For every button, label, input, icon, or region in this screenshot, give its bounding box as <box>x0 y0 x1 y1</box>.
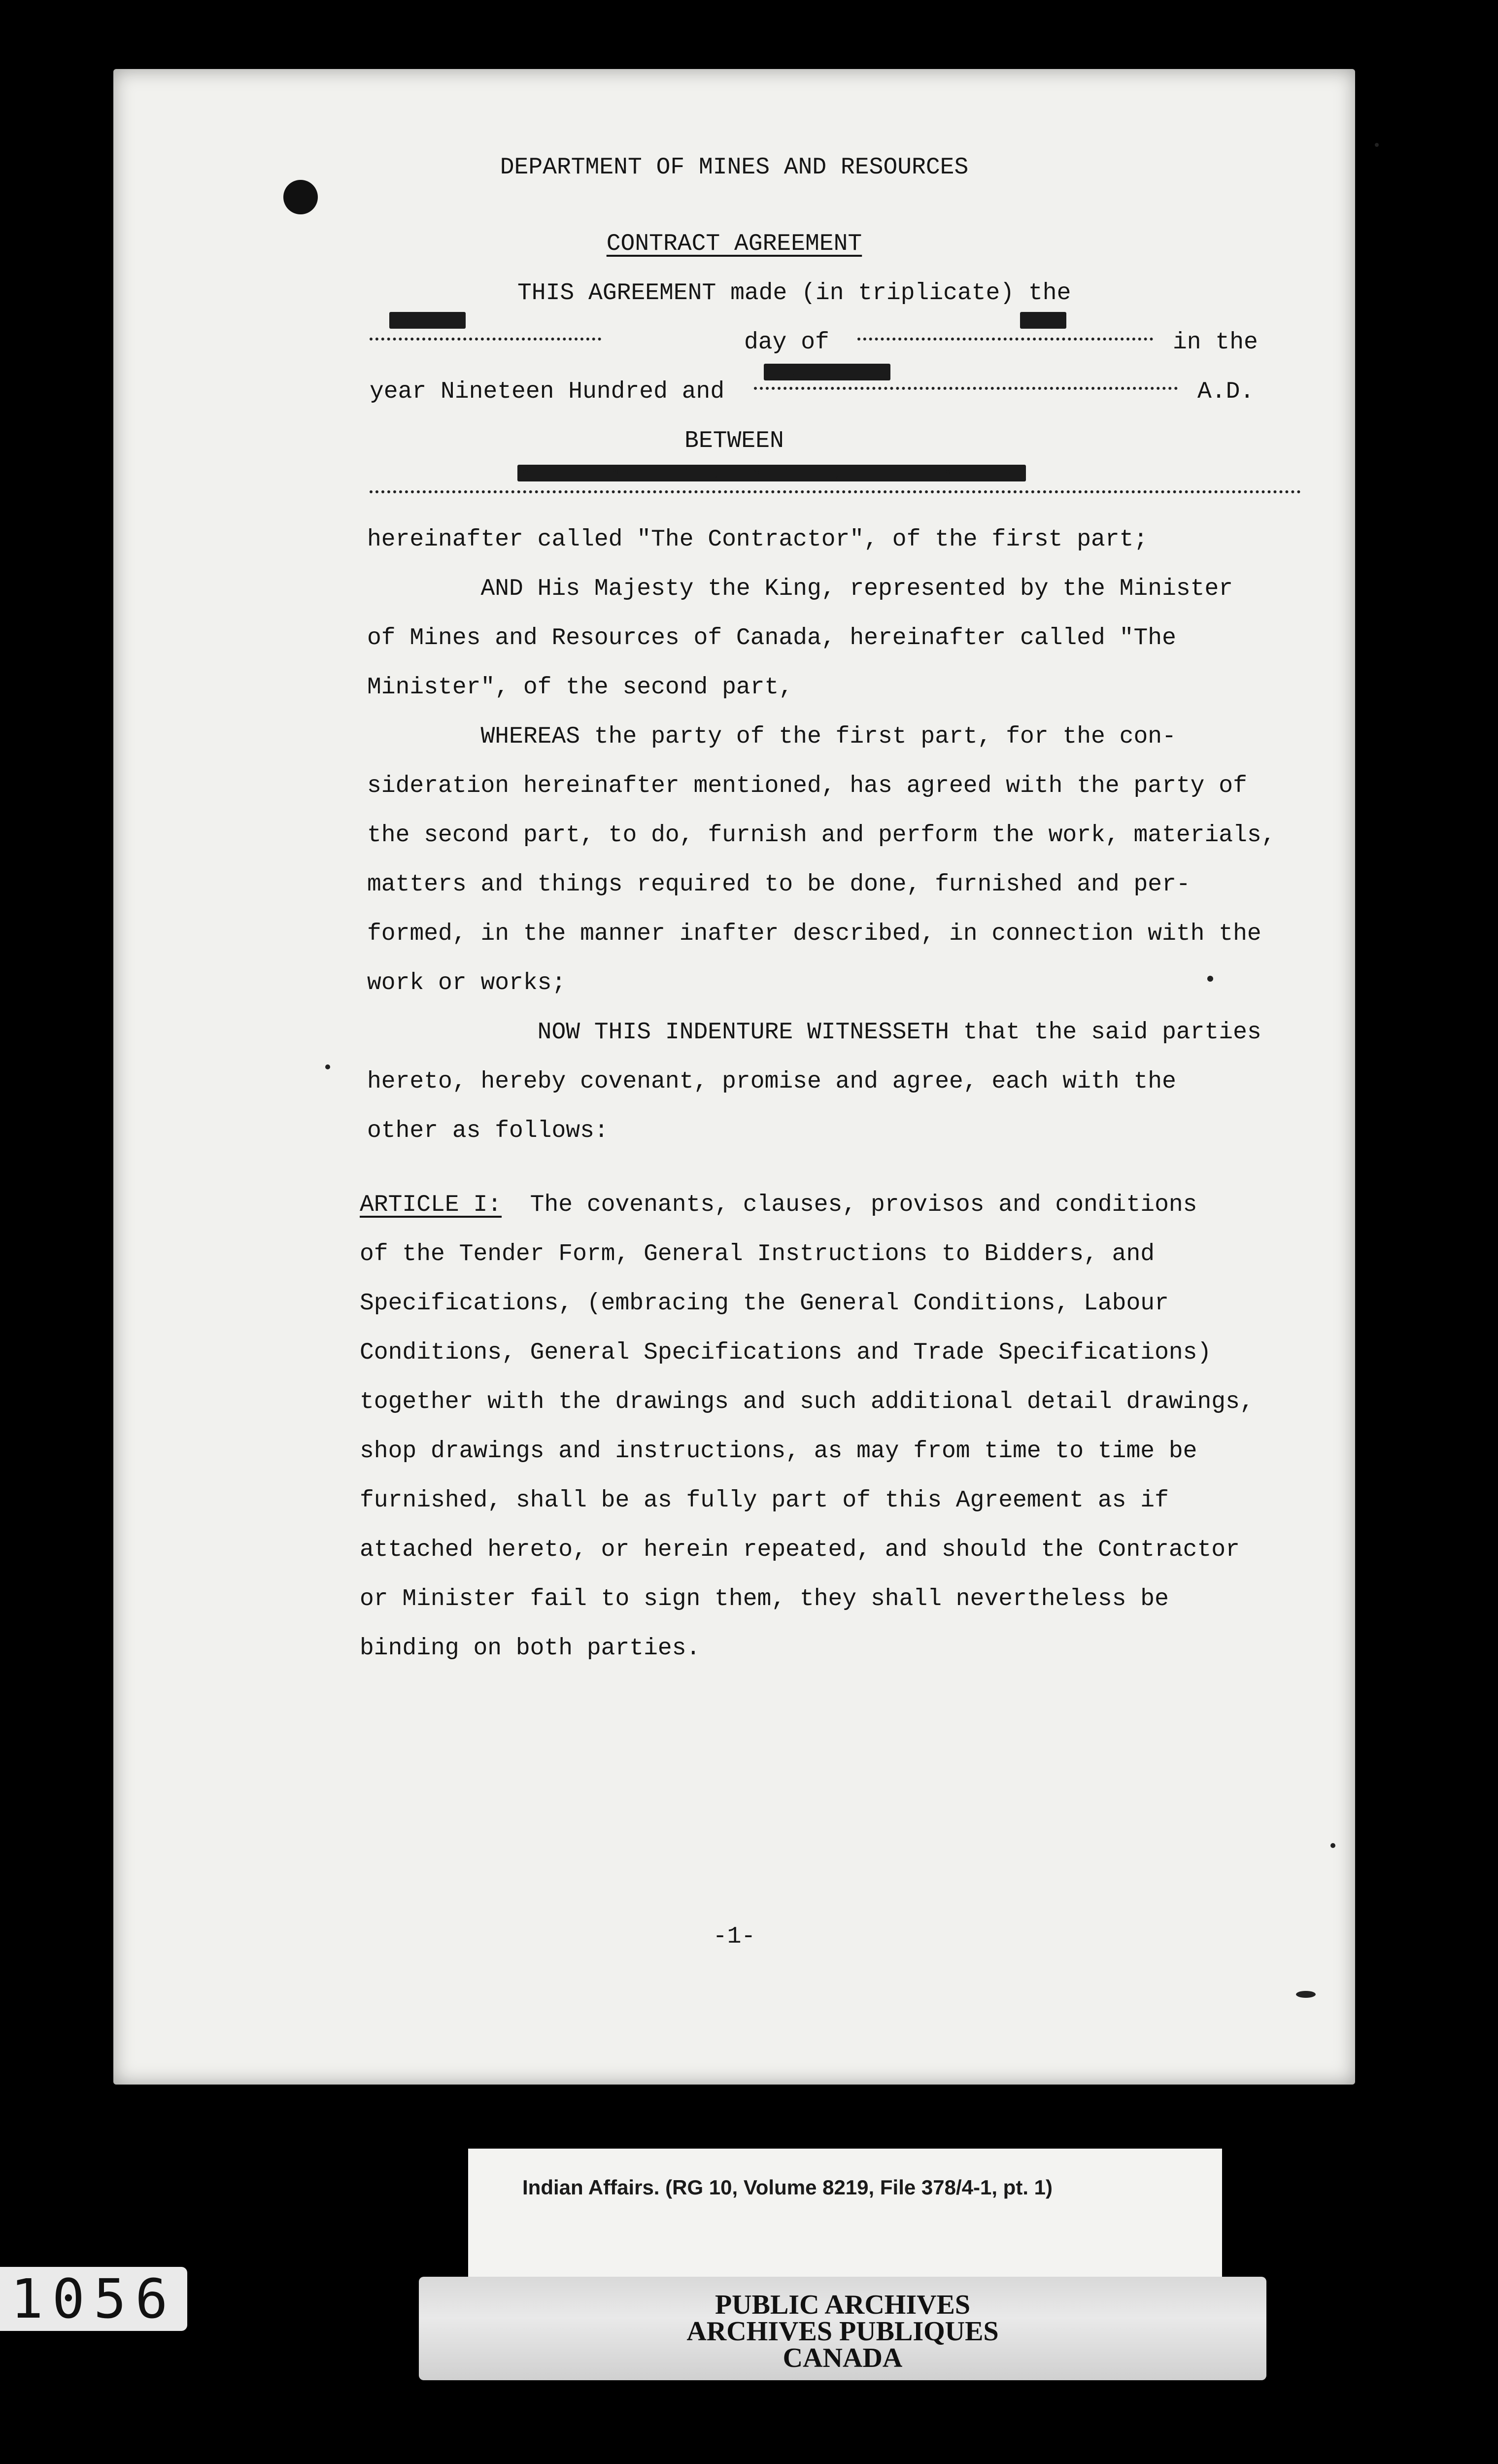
body-line-11: NOW THIS INDENTURE WITNESSETH that the said parties <box>367 1019 1261 1046</box>
year-line-start: year Nineteen Hundred and <box>370 378 725 405</box>
body-line-13: other as follows: <box>367 1118 609 1144</box>
body-line-3: of Mines and Resources of Canada, hereinafter called "The <box>367 625 1176 651</box>
body-line-2: AND His Majesty the King, represented by the Minister <box>367 576 1233 602</box>
article-line-4: together with the drawings and such additional detail drawings, <box>360 1389 1254 1415</box>
intro-line: THIS AGREEMENT made (in triplicate) the <box>517 280 1071 307</box>
department-heading: DEPARTMENT OF MINES AND RESOURCES <box>500 154 969 181</box>
body-line-9: formed, in the manner inafter described, in connection with the <box>367 921 1261 947</box>
body-line-4: Minister", of the second part, <box>367 674 793 701</box>
article-first-text: The covenants, clauses, provisos and conditions <box>502 1192 1197 1218</box>
between-heading: BETWEEN <box>684 428 784 454</box>
body-line-12: hereto, hereby covenant, promise and agree, each with the <box>367 1068 1176 1095</box>
archive-reference: Indian Affairs. (RG 10, Volume 8219, File 378/4-1, pt. 1) <box>522 2176 1053 2199</box>
fill-party: MR. J. ROMEO ALLARD, CONTRACTOR, CROSS POINT, QUE. <box>517 465 1026 481</box>
month-dots <box>857 338 1153 341</box>
article-line-3: Conditions, General Specifications and Trade Specifications) <box>360 1339 1212 1366</box>
article-line-1: of the Tender Form, General Instructions to Bidders, and <box>360 1241 1155 1267</box>
day-line-mid: day of <box>744 329 829 356</box>
fill-year: FORTY-EIGHT. <box>764 364 890 380</box>
stamp-line-2: ARCHIVES PUBLIQUES <box>686 2316 999 2347</box>
year-line-end: A.D. <box>1197 378 1255 405</box>
article-line-6: furnished, shall be as fully part of this Agreement as if <box>360 1487 1169 1514</box>
fill-day: TWELFTH <box>389 312 466 329</box>
body-line-6: sideration hereinafter mentioned, has agreed with the party of <box>367 773 1247 799</box>
article-line-2: Specifications, (embracing the General Conditions, Labour <box>360 1290 1169 1317</box>
document-body <box>113 69 1355 2085</box>
day-dots <box>370 338 601 341</box>
stamp-line-3: CANADA <box>783 2343 903 2373</box>
article-line-7: attached hereto, or herein repeated, and should the Contractor <box>360 1537 1240 1563</box>
year-dots <box>754 387 1178 390</box>
reel-number: 1056 <box>0 2267 187 2331</box>
archive-reference-card <box>468 2149 1222 2282</box>
article-label: ARTICLE I: <box>360 1192 502 1218</box>
body-line-5: WHEREAS the party of the first part, for the con- <box>367 723 1176 750</box>
day-line-end: in the <box>1173 329 1258 356</box>
fill-month: JULY <box>1020 312 1066 329</box>
article-first-line <box>360 1180 1197 1230</box>
archive-stamp <box>419 2277 1266 2380</box>
body-line-7: the second part, to do, furnish and perform the work, materials, <box>367 822 1276 849</box>
article-line-5: shop drawings and instructions, as may from time to time be <box>360 1438 1197 1465</box>
body-line-8: matters and things required to be done, furnished and per- <box>367 871 1191 898</box>
party-dots <box>370 490 1301 493</box>
stamp-line-1: PUBLIC ARCHIVES <box>715 2290 971 2320</box>
body-line-10: work or works; <box>367 970 566 996</box>
article-line-8: or Minister fail to sign them, they shall nevertheless be <box>360 1586 1169 1612</box>
page-number: -1- <box>713 1923 756 1950</box>
contract-title: CONTRACT AGREEMENT <box>606 231 862 257</box>
article-line-9: binding on both parties. <box>360 1635 701 1662</box>
body-line-1: hereinafter called "The Contractor", of the first part; <box>367 526 1148 553</box>
document-page <box>113 69 1355 2085</box>
